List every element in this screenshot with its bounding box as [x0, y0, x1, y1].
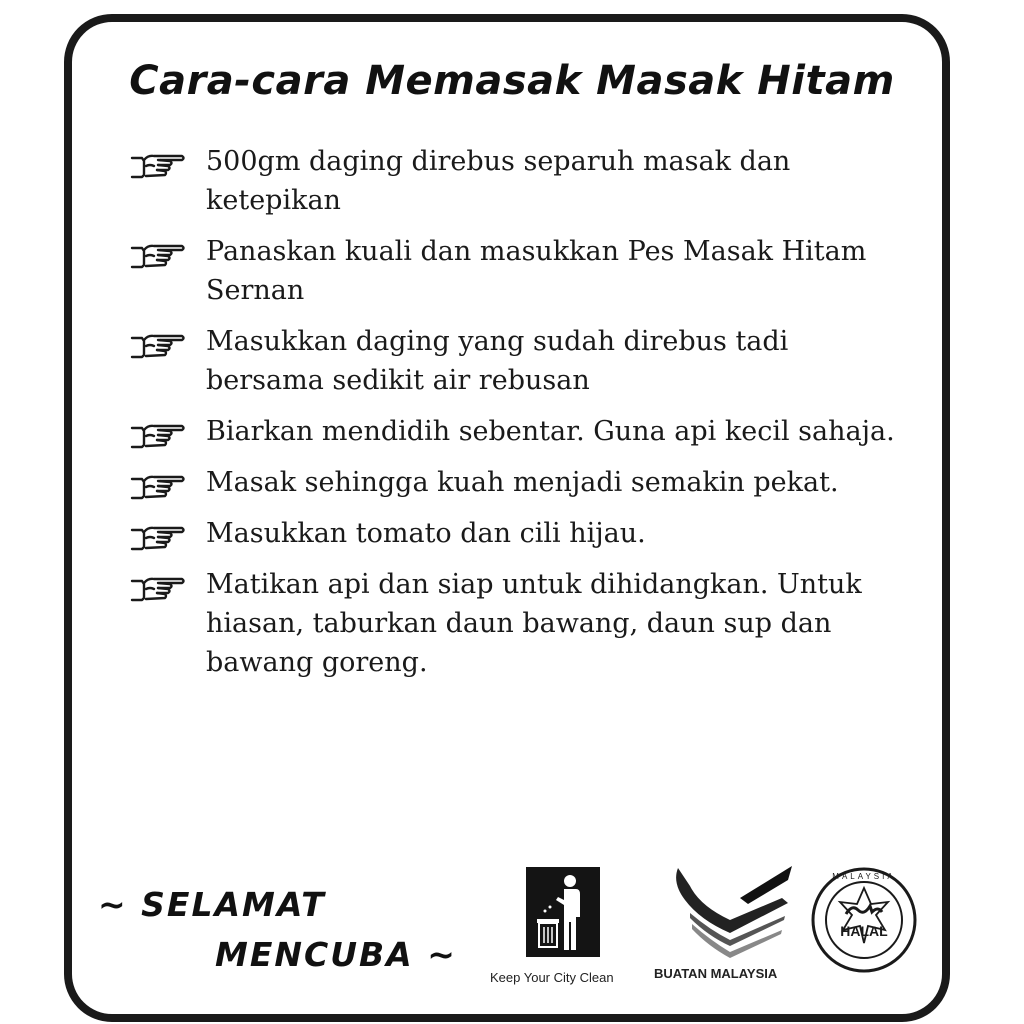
trash-bin-person-icon [526, 867, 600, 957]
step-text: Panaskan kuali dan masukkan Pes Masak Hitam Sernan [206, 236, 867, 306]
list-item [130, 412, 920, 451]
pointing-hand-icon [130, 470, 186, 500]
greeting-line-2: MENCUBA ~ [215, 935, 457, 974]
list-item [130, 565, 920, 682]
buatan-malaysia-caption: BUATAN MALAYSIA [654, 966, 778, 981]
step-text: 500gm daging direbus separuh masak dan ketepikan [206, 146, 791, 216]
step-text: Masak sehingga kuah menjadi semakin pekat. [206, 467, 839, 498]
pointing-hand-icon [130, 329, 186, 359]
list-item [130, 322, 920, 400]
recipe-title: Cara-cara Memasak Masak Hitam [129, 58, 895, 104]
list-item [130, 463, 920, 502]
pointing-hand-icon [130, 149, 186, 179]
keep-clean-logo [526, 867, 600, 957]
list-item [130, 514, 920, 553]
list-item [130, 142, 920, 220]
halal-seal-icon [810, 866, 918, 974]
halal-label: HALAL [840, 923, 888, 939]
halal-ring-label: MALAYSIA [832, 872, 896, 881]
buatan-malaysia-logo [670, 858, 795, 963]
keep-clean-caption: Keep Your City Clean [490, 970, 614, 985]
pointing-hand-icon [130, 239, 186, 269]
step-text: Biarkan mendidih sebentar. Guna api kecil sahaja. [206, 416, 895, 447]
step-text: Masukkan daging yang sudah direbus tadi bersama sedikit air rebusan [206, 326, 789, 396]
greeting-line-1: ~ SELAMAT [98, 885, 326, 924]
step-text: Matikan api dan siap untuk dihidangkan. Untuk hiasan, taburkan daun bawang, daun sup dan bawang goreng. [206, 569, 862, 678]
list-item [130, 232, 920, 310]
pointing-hand-icon [130, 419, 186, 449]
pointing-hand-icon [130, 521, 186, 551]
pointing-hand-icon [130, 572, 186, 602]
step-list [130, 142, 920, 696]
step-text: Masukkan tomato dan cili hijau. [206, 518, 646, 549]
